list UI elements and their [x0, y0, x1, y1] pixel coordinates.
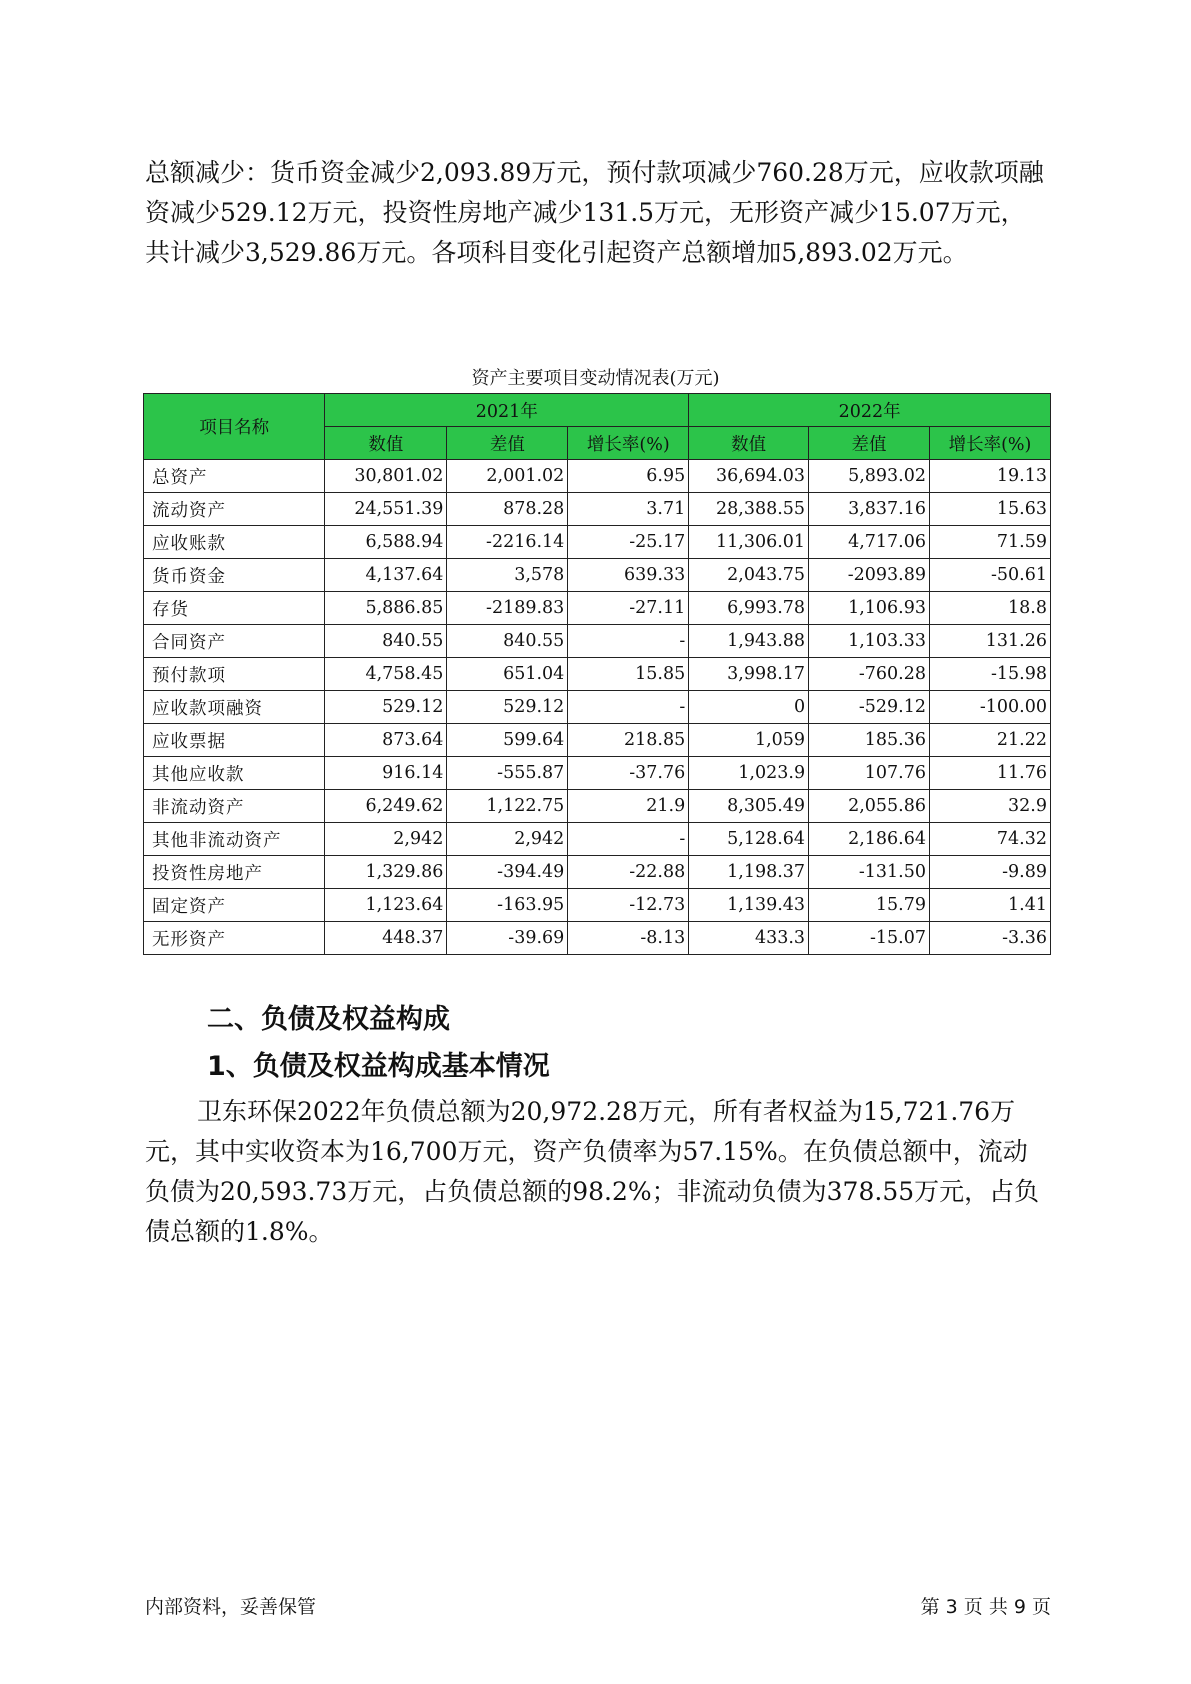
table-row — [144, 823, 1051, 856]
row-value: 599.64 — [447, 724, 568, 757]
row-value: 32.9 — [930, 790, 1051, 823]
table-row — [144, 757, 1051, 790]
table-row — [144, 724, 1051, 757]
row-value: -760.28 — [809, 658, 930, 691]
table-row — [144, 658, 1051, 691]
row-value: 3,578 — [447, 559, 568, 592]
liabilities-paragraph — [145, 1092, 1050, 1252]
row-value: 1,943.88 — [689, 625, 809, 658]
row-value: 185.36 — [809, 724, 930, 757]
row-value: 1,122.75 — [447, 790, 568, 823]
row-value: 2,001.02 — [447, 460, 568, 493]
row-value: 433.3 — [689, 922, 809, 955]
row-label: 总资产 — [144, 460, 325, 493]
row-value: -39.69 — [447, 922, 568, 955]
table-row — [144, 559, 1051, 592]
row-value: 11,306.01 — [689, 526, 809, 559]
intro-paragraph: 总额减少：货币资金减少2,093.89万元，预付款项减少760.28万元，应收款项融资减少529.12万元，投资性房地产减少131.5万元，无形资产减少15.07万元，共计减少3,529.86万元。各项科目变化引起资产总额增加5,893.02万元。 — [145, 158, 1044, 267]
row-value: 1,103.33 — [809, 625, 930, 658]
header-year-2021: 2021年 — [325, 394, 689, 427]
row-value: 651.04 — [447, 658, 568, 691]
row-value: -131.50 — [809, 856, 930, 889]
row-value: 448.37 — [325, 922, 447, 955]
row-value: 1,106.93 — [809, 592, 930, 625]
row-value: 2,942 — [325, 823, 447, 856]
row-value: 4,717.06 — [809, 526, 930, 559]
subsection-heading: 1、负债及权益构成基本情况 — [207, 1051, 550, 1082]
row-label: 其他应收款 — [144, 757, 325, 790]
row-label: 其他非流动资产 — [144, 823, 325, 856]
row-value: 840.55 — [325, 625, 447, 658]
table-row — [144, 922, 1051, 955]
header-growth: 增长率(%) — [568, 427, 689, 460]
row-value: 131.26 — [930, 625, 1051, 658]
header-item-name: 项目名称 — [144, 394, 325, 460]
table-row — [144, 493, 1051, 526]
row-value: 19.13 — [930, 460, 1051, 493]
row-label: 固定资产 — [144, 889, 325, 922]
row-label: 存货 — [144, 592, 325, 625]
row-value: 1,139.43 — [689, 889, 809, 922]
table-row — [144, 691, 1051, 724]
row-value: 3.71 — [568, 493, 689, 526]
row-value: 6.95 — [568, 460, 689, 493]
row-label: 应收票据 — [144, 724, 325, 757]
asset-change-table — [143, 393, 1051, 955]
row-value: -27.11 — [568, 592, 689, 625]
header-diff: 差值 — [809, 427, 930, 460]
row-value: 6,993.78 — [689, 592, 809, 625]
row-value: -555.87 — [447, 757, 568, 790]
row-value: 639.33 — [568, 559, 689, 592]
footer-confidential-note: 内部资料，妥善保管 — [145, 1596, 317, 1618]
row-value: -2189.83 — [447, 592, 568, 625]
row-value: 30,801.02 — [325, 460, 447, 493]
row-value: 21.22 — [930, 724, 1051, 757]
row-value: -2093.89 — [809, 559, 930, 592]
row-value: 15.85 — [568, 658, 689, 691]
row-label: 非流动资产 — [144, 790, 325, 823]
row-value: 1,198.37 — [689, 856, 809, 889]
row-label: 投资性房地产 — [144, 856, 325, 889]
row-label: 流动资产 — [144, 493, 325, 526]
row-value: 5,128.64 — [689, 823, 809, 856]
table-row — [144, 592, 1051, 625]
row-value: 3,998.17 — [689, 658, 809, 691]
header-year-2022: 2022年 — [689, 394, 1051, 427]
row-value: 0 — [689, 691, 809, 724]
row-value: -37.76 — [568, 757, 689, 790]
row-value: 18.8 — [930, 592, 1051, 625]
row-value: 6,249.62 — [325, 790, 447, 823]
row-value: -25.17 — [568, 526, 689, 559]
row-value: 107.76 — [809, 757, 930, 790]
row-value: 218.85 — [568, 724, 689, 757]
header-value: 数值 — [325, 427, 447, 460]
row-value: 15.79 — [809, 889, 930, 922]
row-value: -100.00 — [930, 691, 1051, 724]
row-value: -22.88 — [568, 856, 689, 889]
row-value: 36,694.03 — [689, 460, 809, 493]
row-value: -394.49 — [447, 856, 568, 889]
row-value: -9.89 — [930, 856, 1051, 889]
row-label: 预付款项 — [144, 658, 325, 691]
row-value: -12.73 — [568, 889, 689, 922]
row-value: 1,059 — [689, 724, 809, 757]
liabilities-text: 卫东环保2022年负债总额为20,972.28万元，所有者权益为15,721.76万元，其中实收资本为16,700万元，资产负债率为57.15%。在负债总额中，流动负债为20,593.73万元，占负债总额的98.2%；非流动负债为378.55万元，占负债总额的1.8%。 — [145, 1097, 1040, 1246]
row-value: 878.28 — [447, 493, 568, 526]
row-label: 合同资产 — [144, 625, 325, 658]
row-value: -529.12 — [809, 691, 930, 724]
row-value: 21.9 — [568, 790, 689, 823]
row-label: 应收款项融资 — [144, 691, 325, 724]
row-value: -8.13 — [568, 922, 689, 955]
section-heading: 二、负债及权益构成 — [207, 1004, 450, 1035]
row-label: 应收账款 — [144, 526, 325, 559]
row-value: 24,551.39 — [325, 493, 447, 526]
row-value: 1,329.86 — [325, 856, 447, 889]
table-row — [144, 625, 1051, 658]
header-value: 数值 — [689, 427, 809, 460]
row-value: 840.55 — [447, 625, 568, 658]
row-value: -2216.14 — [447, 526, 568, 559]
row-value: 529.12 — [325, 691, 447, 724]
row-value: 28,388.55 — [689, 493, 809, 526]
table-row — [144, 460, 1051, 493]
row-value: -163.95 — [447, 889, 568, 922]
row-value: 2,942 — [447, 823, 568, 856]
row-value: 916.14 — [325, 757, 447, 790]
row-label: 无形资产 — [144, 922, 325, 955]
row-value: 3,837.16 — [809, 493, 930, 526]
row-value: - — [568, 625, 689, 658]
row-value: 2,043.75 — [689, 559, 809, 592]
row-value: 11.76 — [930, 757, 1051, 790]
row-value: 5,886.85 — [325, 592, 447, 625]
row-value: - — [568, 691, 689, 724]
row-value: -50.61 — [930, 559, 1051, 592]
header-growth: 增长率(%) — [930, 427, 1051, 460]
row-value: 74.32 — [930, 823, 1051, 856]
row-value: 4,758.45 — [325, 658, 447, 691]
row-value: 71.59 — [930, 526, 1051, 559]
row-value: 2,055.86 — [809, 790, 930, 823]
table-row — [144, 889, 1051, 922]
row-value: 4,137.64 — [325, 559, 447, 592]
table-row — [144, 856, 1051, 889]
table-caption: 资产主要项目变动情况表(万元) — [471, 368, 720, 389]
row-value: 8,305.49 — [689, 790, 809, 823]
row-value: 6,588.94 — [325, 526, 447, 559]
row-value: - — [568, 823, 689, 856]
row-value: 1.41 — [930, 889, 1051, 922]
table-row — [144, 790, 1051, 823]
table-row — [144, 526, 1051, 559]
row-value: -15.07 — [809, 922, 930, 955]
row-value: -15.98 — [930, 658, 1051, 691]
row-value: 529.12 — [447, 691, 568, 724]
row-value: 873.64 — [325, 724, 447, 757]
header-diff: 差值 — [447, 427, 568, 460]
row-label: 货币资金 — [144, 559, 325, 592]
row-value: 2,186.64 — [809, 823, 930, 856]
row-value: 5,893.02 — [809, 460, 930, 493]
page-number: 第 3 页 共 9 页 — [920, 1596, 1051, 1618]
row-value: 1,123.64 — [325, 889, 447, 922]
row-value: 15.63 — [930, 493, 1051, 526]
row-value: -3.36 — [930, 922, 1051, 955]
row-value: 1,023.9 — [689, 757, 809, 790]
